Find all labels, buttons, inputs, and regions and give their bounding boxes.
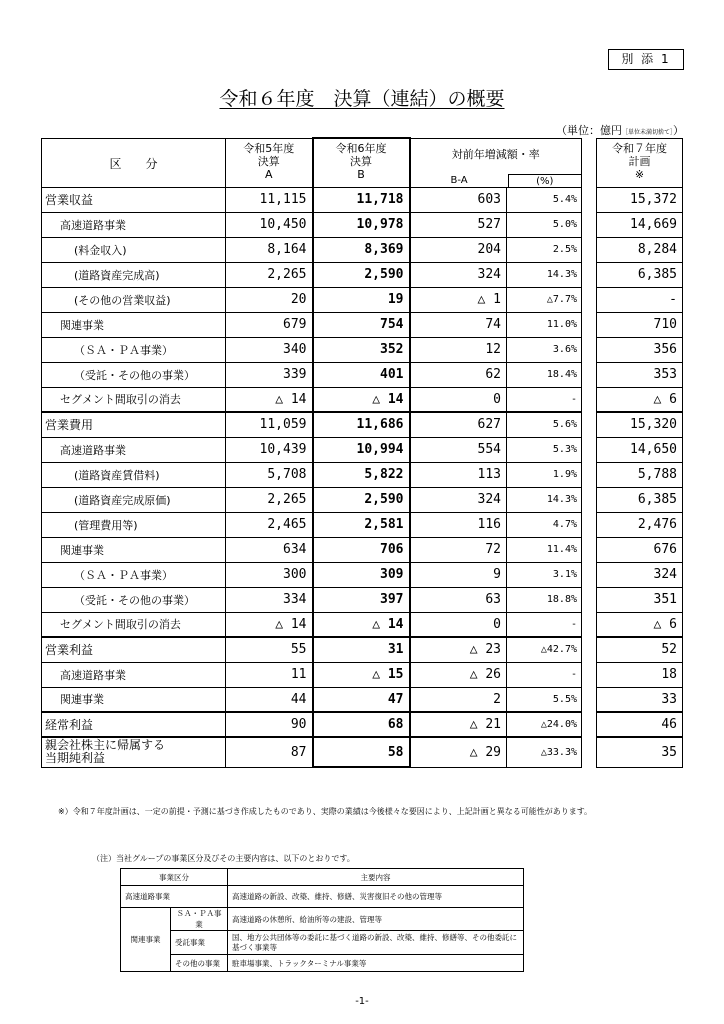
value-plan: 2,476 [597,512,683,537]
value-b: 10,978 [313,212,410,237]
table-row [42,737,683,767]
value-plan: 46 [597,712,683,737]
plan-header: 令和７年度 計画 ※ [597,138,683,187]
value-plan: 8,284 [597,237,683,262]
value-plan: 18 [597,662,683,687]
value-b: 309 [313,562,410,587]
row-label: (料金収入) [42,237,226,262]
category-header: 区 分 [42,138,226,187]
value-pct: △7.7% [507,287,582,312]
row-label: （受託・その他の事業） [42,362,226,387]
value-pct: - [507,612,582,637]
value-b: 11,718 [313,187,410,212]
value-b: △ 14 [313,612,410,637]
table-row [42,362,683,387]
table-row [42,612,683,637]
value-b: 2,590 [313,262,410,287]
value-a: 634 [226,537,313,562]
value-pct: 3.6% [507,337,582,362]
table-row [42,212,683,237]
column-gap [582,587,597,612]
value-a: 334 [226,587,313,612]
value-diff: 554 [410,437,507,462]
row-label: 高速道路事業 [42,212,226,237]
value-a: 340 [226,337,313,362]
row-label: 営業費用 [42,412,226,437]
value-b: 706 [313,537,410,562]
column-gap [582,687,597,712]
value-pct: - [507,387,582,412]
value-diff: △ 29 [410,737,507,767]
value-plan: - [597,287,683,312]
value-plan: △ 6 [597,612,683,637]
value-b: 47 [313,687,410,712]
table-row [42,437,683,462]
table-row [42,262,683,287]
value-a: 20 [226,287,313,312]
table-row [42,237,683,262]
diff-subheader: B-A [450,174,468,186]
pct-subheader: (%) [508,174,582,187]
value-plan: 15,320 [597,412,683,437]
row-label: (管理費用等) [42,512,226,537]
table-row [42,562,683,587]
value-b: 397 [313,587,410,612]
value-pct: 14.3% [507,487,582,512]
page-number: -1- [355,996,369,1007]
value-pct: 18.8% [507,587,582,612]
value-pct: 5.6% [507,412,582,437]
column-gap [582,387,597,412]
value-diff: 116 [410,512,507,537]
value-b: 19 [313,287,410,312]
row-label: 親会社株主に帰属する 当期純利益 [42,737,226,767]
value-pct: 5.4% [507,187,582,212]
row-label: 営業収益 [42,187,226,212]
attachment-label: 別 添 1 [608,49,684,70]
row-label: （受託・その他の事業） [42,587,226,612]
value-b: 58 [313,737,410,767]
table-row [42,412,683,437]
value-a: 10,450 [226,212,313,237]
value-diff: 72 [410,537,507,562]
row-label: セグメント間取引の消去 [42,612,226,637]
row-label: (道路資産賃借料) [42,462,226,487]
value-diff: △ 1 [410,287,507,312]
row-label: 関連事業 [42,687,226,712]
column-gap [582,187,597,212]
value-a: 339 [226,362,313,387]
row-label: 経常利益 [42,712,226,737]
value-diff: 0 [410,612,507,637]
col-a-header: 令和5年度 決算 A [226,138,313,187]
value-pct: 2.5% [507,237,582,262]
row-label: 関連事業 [42,312,226,337]
value-pct: 14.3% [507,262,582,287]
value-b: 352 [313,337,410,362]
table-row [42,337,683,362]
segment-related-name: 関連事業 [121,908,171,972]
value-plan: 14,650 [597,437,683,462]
value-plan: 6,385 [597,487,683,512]
column-gap [582,362,597,387]
col-b-header: 令和6年度 決算 B [313,138,410,187]
table-row [42,687,683,712]
column-gap [582,237,597,262]
value-diff: 324 [410,262,507,287]
table-row [42,487,683,512]
value-a: 87 [226,737,313,767]
value-pct: 5.0% [507,212,582,237]
segment-related-2-name: その他の事業 [171,955,228,972]
column-gap [582,212,597,237]
row-label: (道路資産完成原価) [42,487,226,512]
segment-related-1-name: 受託事業 [171,931,228,955]
value-plan: 710 [597,312,683,337]
row-label: 営業利益 [42,637,226,662]
value-plan: 353 [597,362,683,387]
value-diff: 603 [410,187,507,212]
segment-header-content: 主要内容 [228,869,524,886]
value-b: 8,369 [313,237,410,262]
value-a: △ 14 [226,387,313,412]
row-label: (道路資産完成高) [42,262,226,287]
value-diff: △ 21 [410,712,507,737]
table-row [42,387,683,412]
column-gap [582,612,597,637]
value-b: 2,590 [313,487,410,512]
value-pct: △24.0% [507,712,582,737]
value-diff: 204 [410,237,507,262]
value-a: 90 [226,712,313,737]
value-a: 10,439 [226,437,313,462]
value-plan: 324 [597,562,683,587]
value-diff: △ 23 [410,637,507,662]
segment-related-2-content: 駐車場事業、トラックターミナル事業等 [228,955,524,972]
value-pct: 1.9% [507,462,582,487]
value-a: △ 14 [226,612,313,637]
diff-header: 対前年増減額・率 B-A (%) [410,138,582,187]
segment-related-0-name: ＳＡ・ＰＡ事業 [171,908,228,931]
unit-note: （単位：億円［単位未満切捨て］） [555,124,684,137]
column-gap [582,412,597,437]
page-title: 令和６年度 決算（連結）の概要 [219,88,505,110]
value-a: 11 [226,662,313,687]
value-diff: △ 26 [410,662,507,687]
column-gap [582,637,597,662]
value-plan: 676 [597,537,683,562]
column-gap [582,662,597,687]
value-pct: 18.4% [507,362,582,387]
value-b: 68 [313,712,410,737]
segment-highway-content: 高速道路の新設、改築、維持、修繕、災害復旧その他の管理等 [228,886,524,908]
value-diff: 62 [410,362,507,387]
column-gap [582,287,597,312]
table-row [42,587,683,612]
value-plan: 14,669 [597,212,683,237]
value-diff: 0 [410,387,507,412]
value-plan: △ 6 [597,387,683,412]
value-pct: - [507,662,582,687]
table-row [42,462,683,487]
value-a: 2,465 [226,512,313,537]
value-pct: 3.1% [507,562,582,587]
segment-related-0-content: 高速道路の休憩所、給油所等の建設、管理等 [228,908,524,931]
financial-summary-table [41,137,683,768]
column-gap [582,337,597,362]
value-a: 2,265 [226,487,313,512]
value-a: 11,115 [226,187,313,212]
column-gap [582,737,597,767]
table-row [42,662,683,687]
table-row [42,512,683,537]
value-pct: 4.7% [507,512,582,537]
column-gap [582,262,597,287]
value-diff: 63 [410,587,507,612]
value-diff: 627 [410,412,507,437]
footnote: ※）令和７年度計画は、一定の前提・予測に基づき作成したものであり、実際の業績は今後様々な要因により、上記計画と異なる可能性があります。 [58,807,593,816]
value-diff: 74 [410,312,507,337]
value-diff: 9 [410,562,507,587]
value-a: 44 [226,687,313,712]
column-gap [582,712,597,737]
value-diff: 12 [410,337,507,362]
value-a: 8,164 [226,237,313,262]
column-gap [582,537,597,562]
row-label: 高速道路事業 [42,437,226,462]
table-row [42,637,683,662]
value-pct: 5.3% [507,437,582,462]
value-pct: △33.3% [507,737,582,767]
column-gap [582,487,597,512]
value-plan: 15,372 [597,187,683,212]
value-pct: 11.4% [507,537,582,562]
segment-related-1-content: 国、地方公共団体等の委託に基づく道路の新設、改築、維持、修繕等、その他委託に基づく事業等 [228,931,524,955]
table-row [42,187,683,212]
value-plan: 6,385 [597,262,683,287]
row-label: (その他の営業収益) [42,287,226,312]
column-gap [582,437,597,462]
table-row [42,537,683,562]
value-plan: 351 [597,587,683,612]
value-diff: 527 [410,212,507,237]
row-label: 高速道路事業 [42,662,226,687]
value-a: 55 [226,637,313,662]
value-pct: △42.7% [507,637,582,662]
column-gap [582,512,597,537]
value-pct: 5.5% [507,687,582,712]
value-b: 401 [313,362,410,387]
value-a: 11,059 [226,412,313,437]
row-label: 関連事業 [42,537,226,562]
value-plan: 35 [597,737,683,767]
value-b: 5,822 [313,462,410,487]
value-plan: 33 [597,687,683,712]
column-gap [582,312,597,337]
value-b: 2,581 [313,512,410,537]
value-plan: 356 [597,337,683,362]
value-b: △ 14 [313,387,410,412]
segment-header-category: 事業区分 [121,869,228,886]
segment-highway-name: 高速道路事業 [121,886,228,908]
column-gap [582,562,597,587]
row-label: セグメント間取引の消去 [42,387,226,412]
table-row [42,712,683,737]
value-b: 754 [313,312,410,337]
table-row [42,312,683,337]
value-a: 300 [226,562,313,587]
row-label: （ＳＡ・ＰＡ事業） [42,562,226,587]
value-diff: 2 [410,687,507,712]
value-b: △ 15 [313,662,410,687]
value-b: 11,686 [313,412,410,437]
value-a: 2,265 [226,262,313,287]
value-a: 679 [226,312,313,337]
value-diff: 324 [410,487,507,512]
segment-note: （注）当社グループの事業区分及びその主要内容は、以下のとおりです。 [92,854,355,863]
value-pct: 11.0% [507,312,582,337]
column-gap [582,462,597,487]
value-a: 5,708 [226,462,313,487]
row-label: （ＳＡ・ＰＡ事業） [42,337,226,362]
value-b: 31 [313,637,410,662]
value-plan: 52 [597,637,683,662]
table-row [42,287,683,312]
value-diff: 113 [410,462,507,487]
segment-table [120,868,524,972]
value-b: 10,994 [313,437,410,462]
value-plan: 5,788 [597,462,683,487]
